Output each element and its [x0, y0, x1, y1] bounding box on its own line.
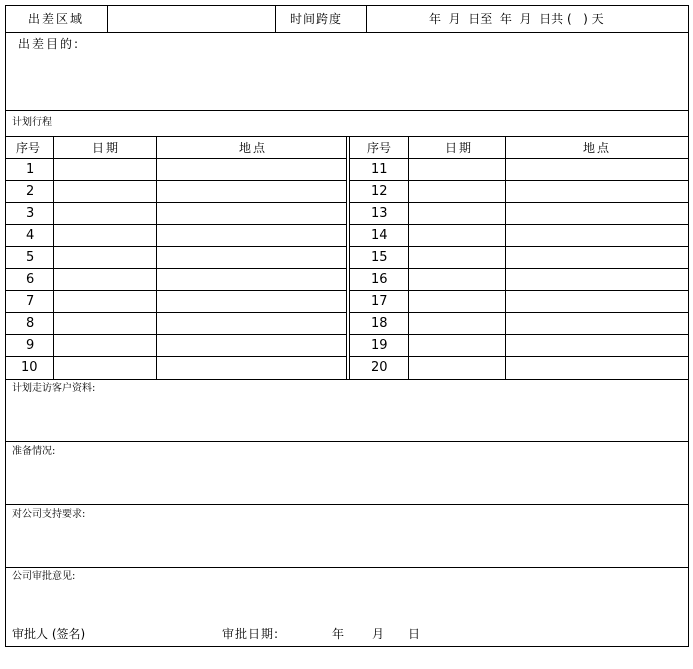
support-request-section[interactable] — [5, 504, 689, 568]
itinerary-header — [5, 110, 689, 137]
region-input[interactable] — [108, 6, 275, 32]
row-number: 4 — [26, 228, 35, 243]
purpose-label: 出差目的: — [18, 37, 81, 51]
row-number: 15 — [371, 250, 388, 265]
row-number: 10 — [21, 360, 38, 375]
purpose-section[interactable] — [5, 32, 689, 111]
col-header-seq-right: 序号 — [367, 141, 392, 155]
approver-signature-label: 审批人 (签名) — [12, 627, 86, 641]
row-number: 16 — [371, 272, 388, 287]
row-number: 17 — [371, 294, 388, 309]
row-number: 1 — [26, 162, 35, 177]
approval-day-label: 日 — [408, 627, 421, 641]
approval-month-label: 月 — [372, 627, 385, 641]
approval-date-label: 审批日期: — [222, 627, 280, 641]
time-span-label: 时间跨度 — [290, 12, 343, 26]
client-info-label: 计划走访客户资料: — [12, 383, 96, 394]
preparation-section[interactable] — [5, 441, 689, 505]
itinerary-table-left — [5, 136, 347, 380]
row-number: 19 — [371, 338, 388, 353]
row-number: 2 — [26, 184, 35, 199]
row-number: 3 — [26, 206, 35, 221]
row-number: 8 — [26, 316, 35, 331]
support-request-label: 对公司支持要求: — [12, 509, 86, 520]
col-header-place-left: 地点 — [239, 141, 268, 155]
itinerary-table-right — [349, 136, 689, 380]
approval-year-label: 年 — [332, 627, 345, 641]
row-number: 7 — [26, 294, 35, 309]
col-header-date-left: 日期 — [92, 141, 121, 155]
approval-opinion-label: 公司审批意见: — [12, 571, 76, 582]
row-number: 13 — [371, 206, 388, 221]
client-info-section[interactable] — [5, 379, 689, 442]
preparation-label: 准备情况: — [12, 446, 56, 457]
row-number: 5 — [26, 250, 35, 265]
row-number: 12 — [371, 184, 388, 199]
time-span-value: 年 月 日至 年 月 日共 ( ) 天 — [429, 12, 604, 26]
region-label: 出差区域 — [28, 12, 85, 26]
itinerary-label: 计划行程 — [12, 117, 52, 128]
row-number: 6 — [26, 272, 35, 287]
row-number: 14 — [371, 228, 388, 243]
col-header-date-right: 日期 — [445, 141, 474, 155]
row-number: 18 — [371, 316, 388, 331]
row-number: 20 — [371, 360, 388, 375]
time-span-field[interactable] — [367, 6, 688, 32]
approval-section[interactable] — [5, 567, 689, 647]
row-number: 11 — [371, 162, 388, 177]
row-number: 9 — [26, 338, 35, 353]
col-header-place-right: 地点 — [583, 141, 612, 155]
col-header-seq-left: 序号 — [16, 141, 41, 155]
